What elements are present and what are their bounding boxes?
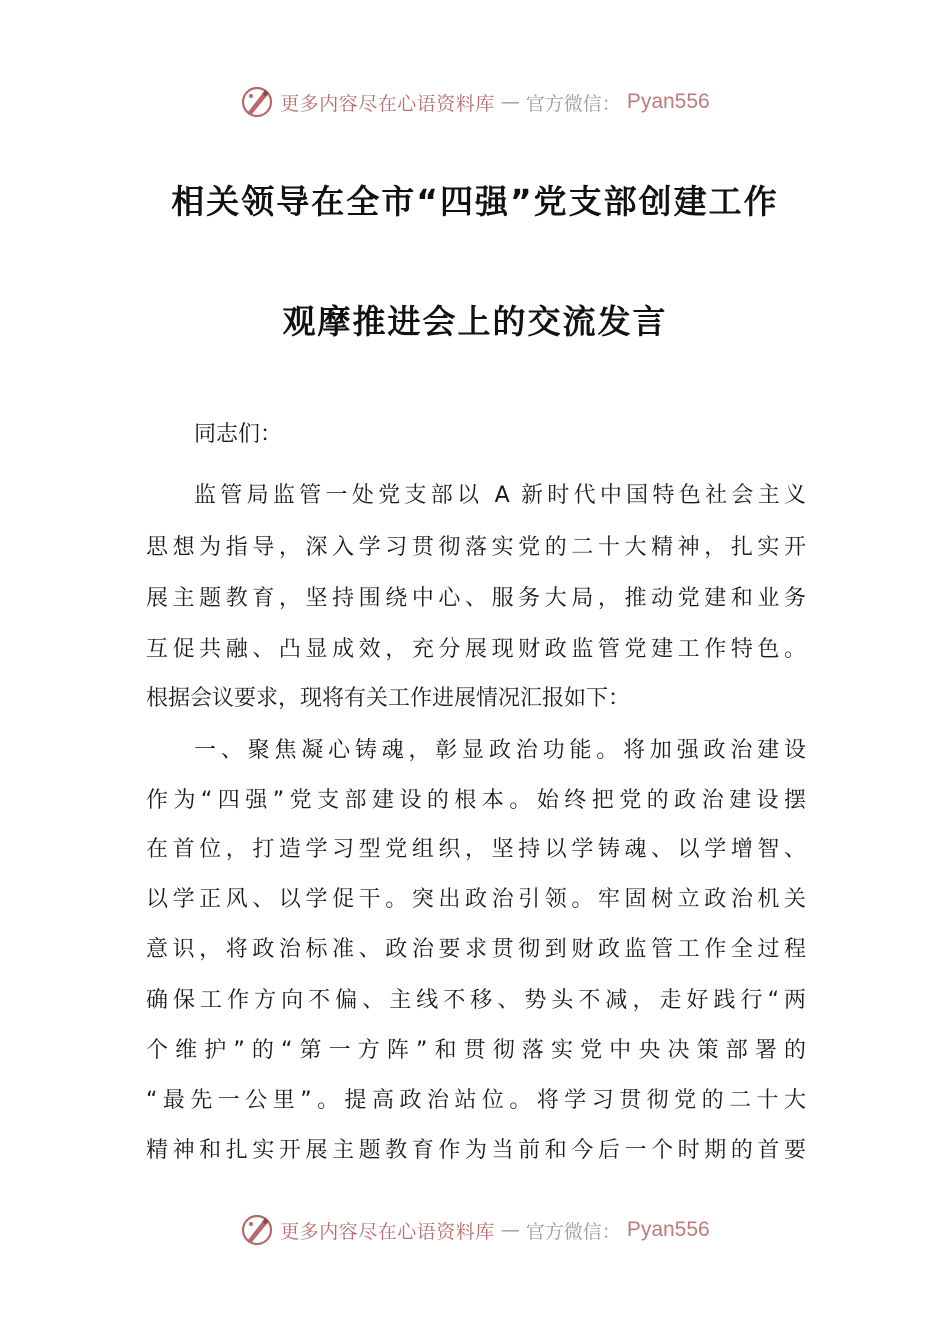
paragraph-line: 以学正风、以学促干。突出政治引领。牢固树立政治机关 bbox=[146, 887, 806, 912]
document-title-line-1: 相关领导在全市“四强”党支部创建工作 bbox=[171, 182, 779, 221]
paragraph-line: 互促共融、凸显成效，充分展现财政监管党建工作特色。 bbox=[146, 637, 806, 662]
banner-wechat-id: Pyan556 bbox=[626, 1218, 710, 1241]
footer-banner bbox=[0, 1208, 950, 1252]
paragraph-line: 作为“四强”党支部建设的根本。始终把党的政治建设摆 bbox=[146, 788, 806, 813]
paragraph-line: 确保工作方向不偏、主线不移、势头不减，走好践行“两 bbox=[146, 988, 806, 1013]
paragraph-line: 根据会议要求，现将有关工作进展情况汇报如下： bbox=[146, 686, 631, 711]
header-banner bbox=[0, 80, 950, 124]
paragraph-line: 意识，将政治标准、政治要求贯彻到财政监管工作全过程 bbox=[146, 937, 806, 962]
banner-text: 更多内容尽在心语资料库 bbox=[280, 1220, 495, 1243]
paragraph-line: 在首位，打造学习型党组织，坚持以学铸魂、以学增智、 bbox=[146, 837, 806, 862]
banner-wechat-label: 官方微信： bbox=[525, 1220, 621, 1243]
banner-dash: — bbox=[500, 91, 520, 113]
pen-nib-logo-icon bbox=[240, 85, 274, 119]
paragraph-line: 一、聚焦凝心铸魂，彰显政治功能。将加强政治建设 bbox=[194, 738, 806, 763]
document-title-line-2: 观摩推进会上的交流发言 bbox=[282, 302, 668, 341]
paragraph-line: 精神和扎实开展主题教育作为当前和今后一个时期的首要 bbox=[146, 1138, 806, 1163]
paragraph-line: 个维护”的“第一方阵”和贯彻落实党中央决策部署的 bbox=[146, 1038, 806, 1063]
banner-wechat-id: Pyan556 bbox=[626, 90, 710, 113]
banner-text: 更多内容尽在心语资料库 bbox=[280, 92, 495, 115]
banner-dash: — bbox=[500, 1219, 520, 1241]
banner-wechat-label: 官方微信： bbox=[525, 92, 621, 115]
paragraph-line: “最先一公里”。提高政治站位。将学习贯彻党的二十大 bbox=[146, 1088, 806, 1113]
pen-nib-logo-icon bbox=[240, 1213, 274, 1247]
paragraph-line: 监管局监管一处党支部以 A 新时代中国特色社会主义 bbox=[194, 483, 806, 508]
salutation: 同志们： bbox=[194, 422, 283, 447]
paragraph-line: 思想为指导，深入学习贯彻落实党的二十大精神，扎实开 bbox=[146, 535, 806, 560]
paragraph-line: 展主题教育，坚持围绕中心、服务大局，推动党建和业务 bbox=[146, 586, 806, 611]
